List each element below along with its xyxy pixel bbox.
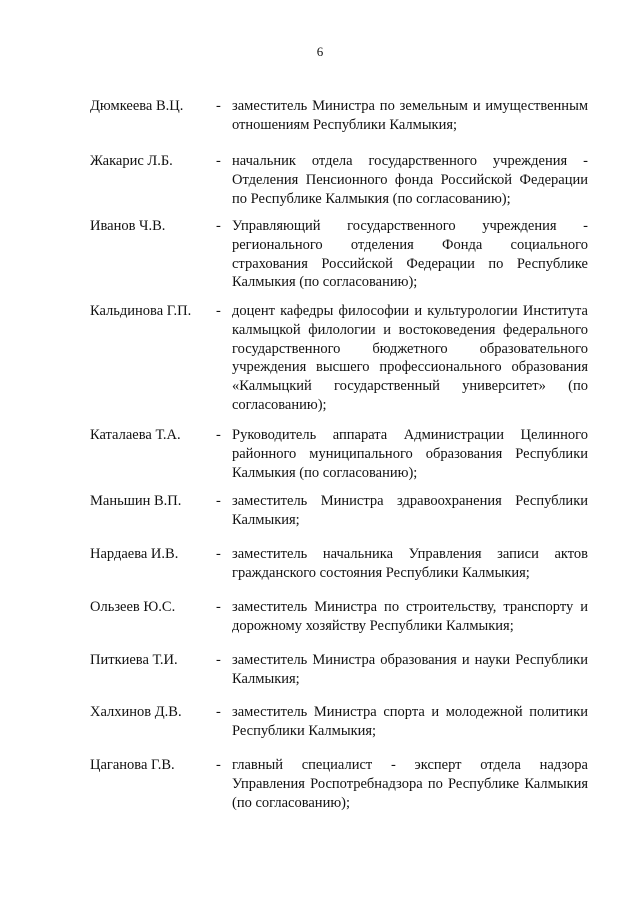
member-name: Цаганова Г.В. bbox=[90, 757, 175, 773]
member-position: заместитель Министра здравоохранения Республики Калмыкия; bbox=[232, 493, 588, 528]
member-position: заместитель Министра по земельным и имущественным отношениям Республики Калмыкия; bbox=[232, 98, 588, 133]
dash-separator: - bbox=[216, 427, 221, 443]
member-name: Каталаева Т.А. bbox=[90, 427, 181, 443]
dash-separator: - bbox=[216, 652, 221, 668]
dash-separator: - bbox=[216, 704, 221, 720]
page-number: 6 bbox=[316, 44, 324, 59]
member-position: Руководитель аппарата Администрации Целинного районного муниципального образования Республики Калмыкия (по согласованию); bbox=[232, 427, 588, 481]
dash-separator: - bbox=[216, 599, 221, 615]
member-position: Управляющий государственного учреждения - регионального отделения Фонда социального страхования Российской Федерации по Республике Калмыкия (по согласованию); bbox=[232, 218, 588, 291]
member-position: заместитель Министра образования и науки Республики Калмыкия; bbox=[232, 652, 588, 687]
member-position: доцент кафедры философии и культурологии Института калмыцкой филологии и востоковедения федерального государственного бюджетного образовательного учреждения высшего профессионального образования «Калмыцкий государственный университет» (по согласованию); bbox=[232, 303, 588, 413]
member-name: Маньшин В.П. bbox=[90, 493, 182, 509]
member-name: Иванов Ч.В. bbox=[90, 218, 166, 234]
member-position: заместитель Министра спорта и молодежной политики Республики Калмыкия; bbox=[232, 704, 588, 739]
member-name: Дюмкеева В.Ц. bbox=[90, 98, 184, 114]
dash-separator: - bbox=[216, 303, 221, 319]
dash-separator: - bbox=[216, 218, 221, 234]
member-position: начальник отдела государственного учреждения - Отделения Пенсионного фонда Российской Федерации по Республике Калмыкия (по согласованию); bbox=[232, 153, 588, 207]
member-name: Кальдинова Г.П. bbox=[90, 303, 192, 319]
member-position: главный специалист - эксперт отдела надзора Управления Роспотребнадзора по Республике Калмыкия (по согласованию); bbox=[232, 757, 588, 811]
dash-separator: - bbox=[216, 98, 221, 114]
member-name: Питкиева Т.И. bbox=[90, 652, 178, 668]
member-name: Жакарис Л.Б. bbox=[90, 153, 173, 169]
dash-separator: - bbox=[216, 757, 221, 773]
member-name: Нардаева И.В. bbox=[90, 546, 179, 562]
member-position: заместитель Министра по строительству, транспорту и дорожному хозяйству Республики Калмыкия; bbox=[232, 599, 588, 634]
member-position: заместитель начальника Управления записи актов гражданского состояния Республики Калмыкия; bbox=[232, 546, 588, 581]
member-name: Ользеев Ю.С. bbox=[90, 599, 176, 615]
dash-separator: - bbox=[216, 546, 221, 562]
dash-separator: - bbox=[216, 153, 221, 169]
member-name: Халхинов Д.В. bbox=[90, 704, 182, 720]
dash-separator: - bbox=[216, 493, 221, 509]
